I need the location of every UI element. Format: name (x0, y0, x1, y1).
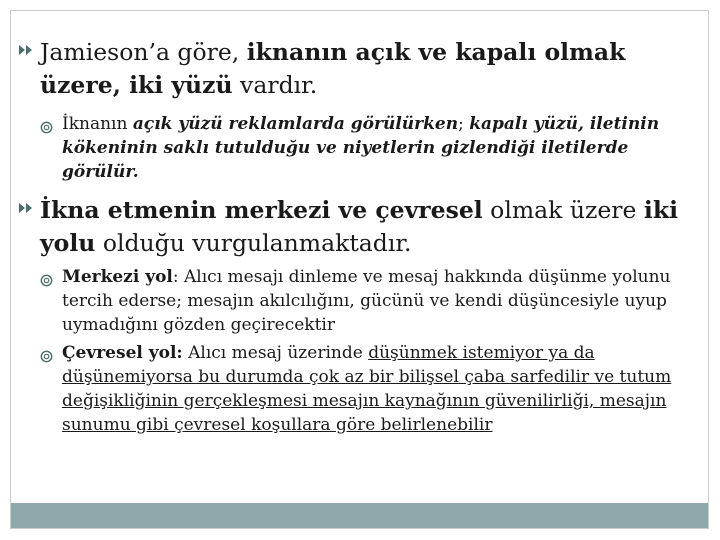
gear-icon (40, 346, 53, 359)
sub-1-1-text-a: İknanın (62, 114, 133, 134)
bullet-2-text-c: iki yolu (40, 196, 679, 257)
sub-1-1-text-b: açık yüzü reklamlarda görülürken (132, 114, 459, 134)
gear-icon (40, 117, 53, 130)
sub-bullet-1-1 (18, 112, 698, 184)
bullet-point-2 (18, 194, 698, 259)
sub-2-1-text-b: : Alıcı mesajı dinleme ve mesaj hakkında düşünme yolunu tercih ederse; mesajın akılcılığını, gücünü ve kendi düşüncesiyle uyup uymadığını gözden geçirecektir (62, 267, 671, 335)
slide-content (18, 36, 698, 437)
double-arrow-icon (18, 37, 40, 69)
footer-bar (11, 503, 708, 528)
sub-2-2-text-a: Çevresel yol: (62, 343, 183, 363)
bullet-2-text-d: olduğu vurgulanmaktadır. (95, 229, 412, 257)
sub-1-1-text-c: ; (458, 114, 470, 134)
bullet-point-1 (18, 36, 698, 101)
bullet-2-text-a: İkna etmenin merkezi ve çevresel (40, 196, 483, 224)
bullet-2-text-b: olmak üzere (482, 196, 644, 224)
gear-icon (40, 270, 53, 283)
bullet-1-text-d: vardır. (232, 71, 318, 99)
bullet-1-text-c: üzere, iki yüzü (40, 71, 233, 99)
sub-1-1-text-d: kapalı yüzü, iletinin kökeninin saklı tutulduğu ve niyetlerin gizlendiği iletilerde görülür. (62, 114, 660, 182)
bullet-1-text-a: Jamieson’a göre, (40, 38, 247, 66)
sub-bullet-2-2 (18, 341, 698, 437)
sub-2-2-text-b: Alıcı mesaj üzerinde (182, 343, 369, 363)
bullet-1-text-b: iknanın açık ve kapalı olmak (246, 38, 626, 66)
sub-2-2-text-c: düşünmek istemiyor ya da düşünemiyorsa bu durumda çok az bir bilişsel çaba sarfedilir ve tutum değişikliğinin gerçekleşmesi mesajın kaynağının güvenilirliği, mesajın sunumu gibi çevresel koşullara göre belirlenebilir (62, 343, 672, 435)
sub-bullet-2-1 (18, 265, 698, 337)
double-arrow-icon (18, 195, 40, 227)
sub-2-1-text-a: Merkezi yol (62, 267, 173, 287)
